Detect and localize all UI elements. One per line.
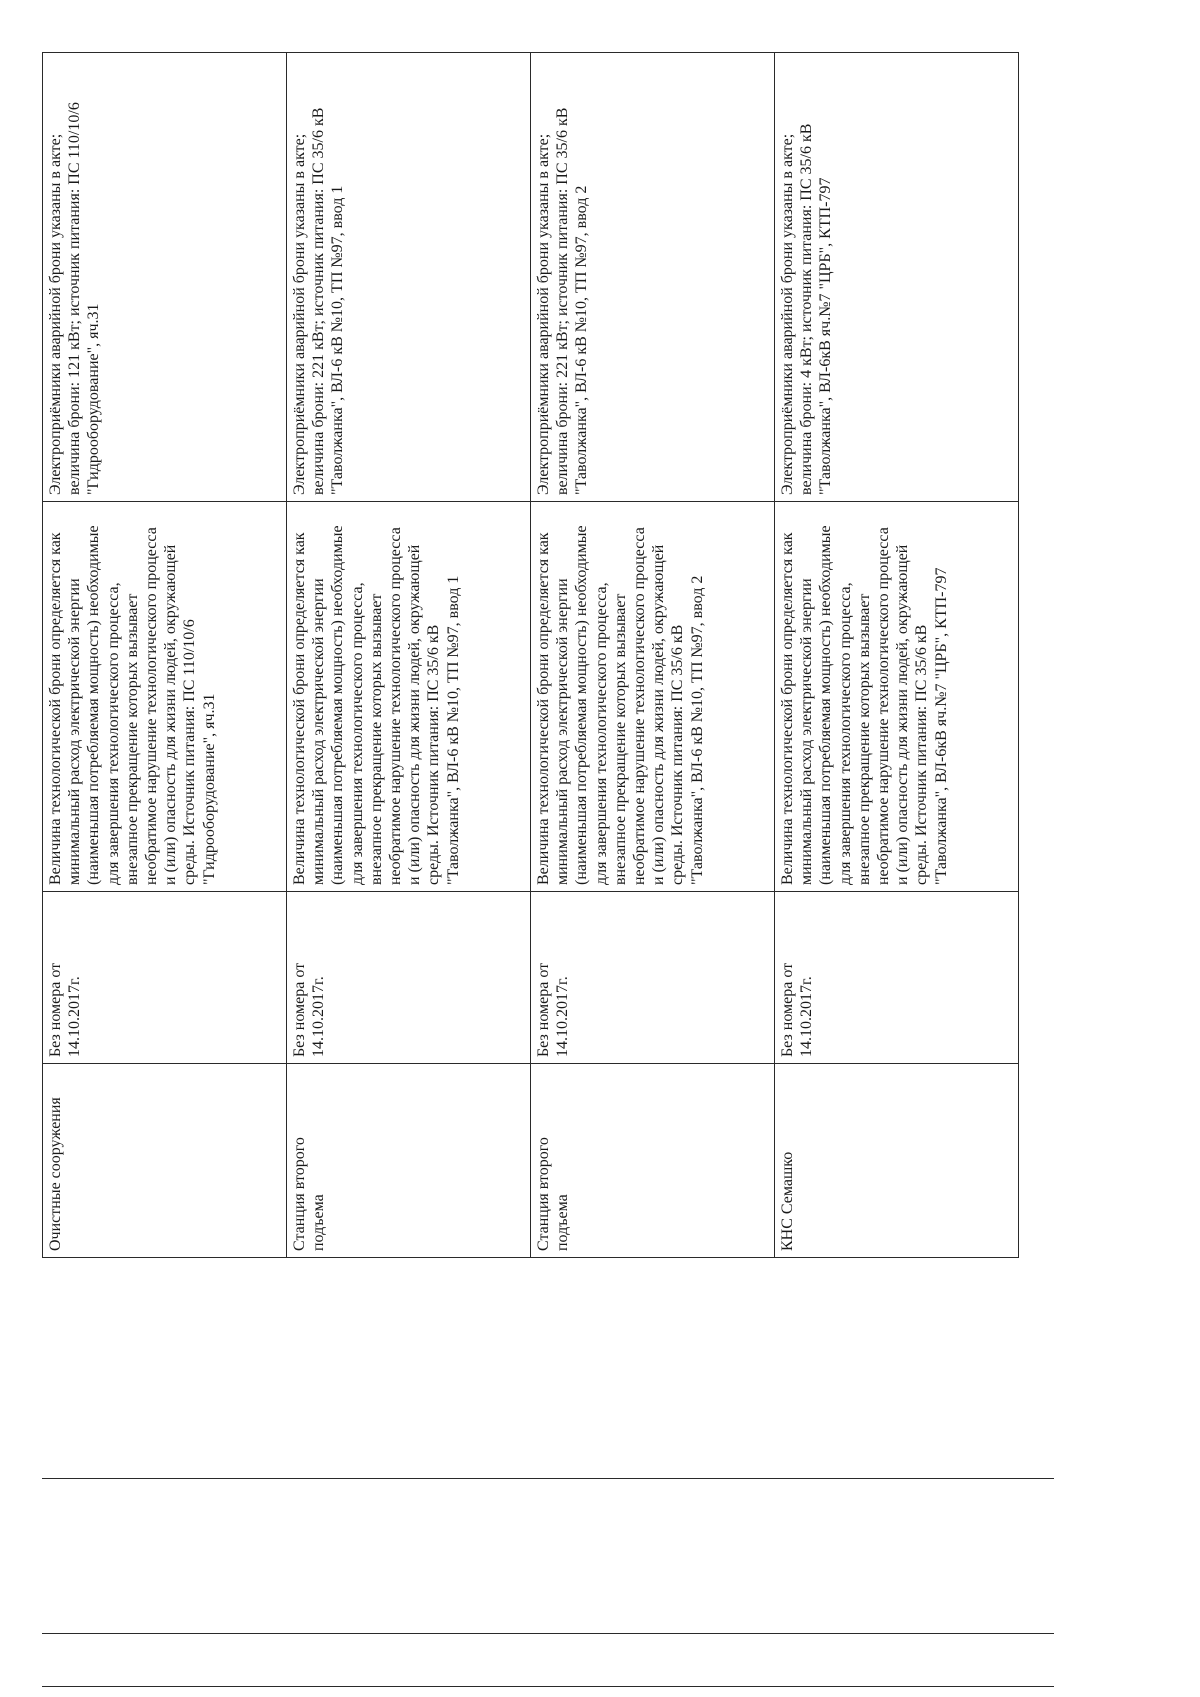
act-reference: Без номера от 14.10.2017г. (47, 962, 84, 1057)
tech-reserve-cell (531, 502, 775, 892)
emergency-reserve-text: Электроприёмники аварийной брони указаны в акте; величина брони: 221 кВт; источник питания: ПС 35/6 кВ "Таволжанка", ВЛ-6 кВ №10, ТП №97, ввод 1 (291, 107, 347, 495)
rotated-table-frame (42, 53, 1020, 1258)
emergency-reserve-text: Электроприёмники аварийной брони указаны в акте; величина брони: 121 кВт; источник питания: ПС 110/10/6 "Гидрооборудование", яч.31 (47, 102, 103, 495)
act-reference: Без номера от 14.10.2017г. (291, 962, 328, 1057)
divider-line (42, 1478, 1054, 1479)
object-name: Станция второго подъема (535, 1137, 572, 1251)
emergency-reserve-cell (531, 53, 775, 502)
act-reference: Без номера от 14.10.2017г. (779, 962, 816, 1057)
act-cell (287, 892, 531, 1064)
emergency-reserve-text: Электроприёмники аварийной брони указаны в акте; величина брони: 4 кВт; источник питания: ПС 35/6 кВ "Таволжанка", ВЛ-6кВ яч.№7 "ЦРБ", КТП-797 (779, 123, 835, 495)
act-cell (775, 892, 1019, 1064)
table-row (531, 53, 775, 1258)
object-name: Станция второго подъема (291, 1137, 328, 1251)
divider-line (42, 1686, 1054, 1687)
object-name-cell (287, 1064, 531, 1258)
emergency-reserve-cell (287, 53, 531, 502)
power-reserve-table (42, 52, 1019, 1258)
object-name: Очистные сооружения (47, 1097, 64, 1251)
tech-reserve-text: Величина технологической брони определяется как минимальный расход электрической энергии (наименьшая потребляемая мощность) необходимые для завершения технологического процесса, внезапное прекращение которых вызывает необратимое нарушение технологического процесса и (или) опасность для жизни людей, окружающей среды. Источник питания: ПС 35/6 кВ "Таволжанка", ВЛ-6кВ яч.№7 "ЦРБ", КТП-797 (779, 525, 950, 885)
act-reference: Без номера от 14.10.2017г. (535, 962, 572, 1057)
object-name-cell (775, 1064, 1019, 1258)
divider-line (42, 1633, 1054, 1634)
emergency-reserve-cell (775, 53, 1019, 502)
tech-reserve-cell (43, 502, 287, 892)
act-cell (531, 892, 775, 1064)
table-row (775, 53, 1019, 1258)
tech-reserve-text: Величина технологической брони определяется как минимальный расход электрической энергии (наименьшая потребляемая мощность) необходимые для завершения технологического процесса, внезапное прекращение которых вызывает необратимое нарушение технологического процесса и (или) опасность для жизни людей, окружающей среды. Источник питания: ПС 35/6 кВ "Таволжанка", ВЛ-6 кВ №10, ТП №97, ввод 1 (291, 525, 462, 885)
object-name: КНС Семашко (779, 1151, 796, 1251)
table-row (287, 53, 531, 1258)
emergency-reserve-text: Электроприёмники аварийной брони указаны в акте; величина брони: 221 кВт; источник питания: ПС 35/6 кВ "Таволжанка", ВЛ-6 кВ №10, ТП №97, ввод 2 (535, 107, 591, 495)
tech-reserve-cell (775, 502, 1019, 892)
tech-reserve-text: Величина технологической брони определяется как минимальный расход электрической энергии (наименьшая потребляемая мощность) необходимые для завершения технологического процесса, внезапное прекращение которых вызывает необратимое нарушение технологического процесса и (или) опасность для жизни людей, окружающей среды. Источник питания: ПС 110/10/6 "Гидрооборудование", яч.31 (47, 525, 218, 885)
act-cell (43, 892, 287, 1064)
tech-reserve-cell (287, 502, 531, 892)
object-name-cell (531, 1064, 775, 1258)
emergency-reserve-cell (43, 53, 287, 502)
tech-reserve-text: Величина технологической брони определяется как минимальный расход электрической энергии (наименьшая потребляемая мощность) необходимые для завершения технологического процесса, внезапное прекращение которых вызывает необратимое нарушение технологического процесса и (или) опасность для жизни людей, окружающей среды. Источник питания: ПС 35/6 кВ "Таволжанка", ВЛ-6 кВ №10, ТП №97, ввод 2 (535, 525, 706, 885)
object-name-cell (43, 1064, 287, 1258)
table-row (43, 53, 287, 1258)
